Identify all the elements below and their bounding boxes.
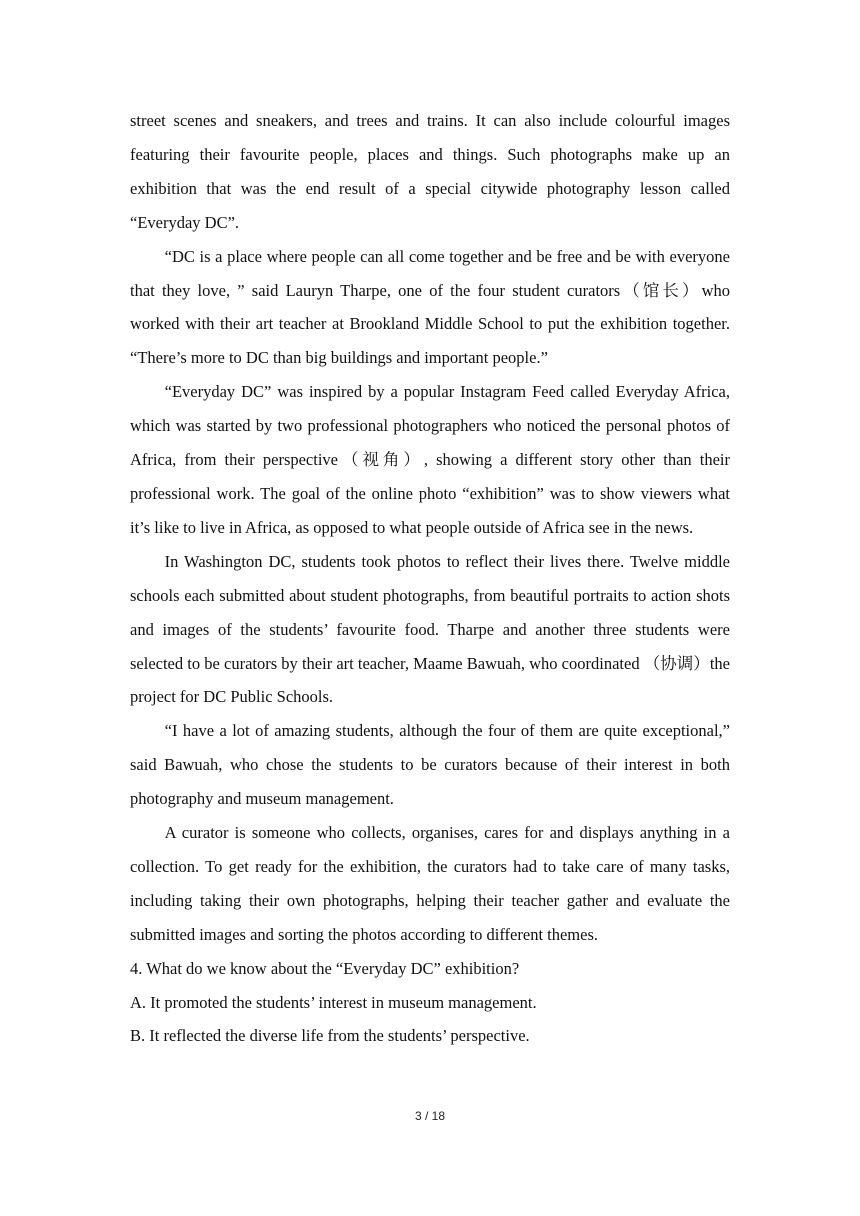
paragraph-everyday-africa: “Everyday DC” was inspired by a popular Instagram Feed called Everyday Africa, which was started by two professional photographers who noticed the personal photos of Africa, from their perspective（视角）, showing a different story other than their professional work. The goal of the online photo “exhibition” was to show viewers what it’s like to live in Africa, as opposed to what people outside of Africa see in the news. [130, 382, 730, 537]
option-b: B. It reflected the diverse life from the students’ perspective. [130, 1026, 530, 1046]
paragraph-curator-definition: A curator is someone who collects, organises, cares for and displays anything in a collection. To get ready for the exhibition, the curators had to take care of many tasks, including taking their own photographs, helping their teacher gather and evaluate the submitted images and sorting the photos according to different themes. [130, 823, 730, 944]
page-number: 3 / 18 [414, 1109, 446, 1123]
paragraph-washington-dc: In Washington DC, students took photos to reflect their lives there. Twelve middle schools each submitted about student photographs, from beautiful portraits to action shots and images of the students’ favourite food. Tharpe and another three students were selected to be curators by their art teacher, Maame Bawuah, who coordinated （协调）the project for DC Public Schools. [130, 551, 730, 707]
paragraph-tharpe-quote: “DC is a place where people can all come together and be free and be with everyone that they love, ” said Lauryn Tharpe, one of the four student curators（馆长）who worked with their art teacher at Brookland Middle School to put the exhibition together. “There’s more to DC than big buildings and important people.” [130, 246, 730, 368]
question-stem: 4. What do we know about the “Everyday DC” exhibition? [130, 958, 520, 978]
option-a: A. It promoted the students’ interest in museum management. [130, 992, 537, 1012]
document-body [130, 104, 730, 1053]
paragraph-bawuah-quote: “I have a lot of amazing students, although the four of them are quite exceptional,” said Bawuah, who chose the students to be curators because of their interest in both photography and museum management. [130, 721, 730, 809]
paragraph-continuation: street scenes and sneakers, and trees and trains. It can also include colourful images featuring their favourite people, places and things. Such photographs make up an exhibition that was the end result of a special citywide photography lesson called “Everyday DC”. [130, 111, 730, 232]
